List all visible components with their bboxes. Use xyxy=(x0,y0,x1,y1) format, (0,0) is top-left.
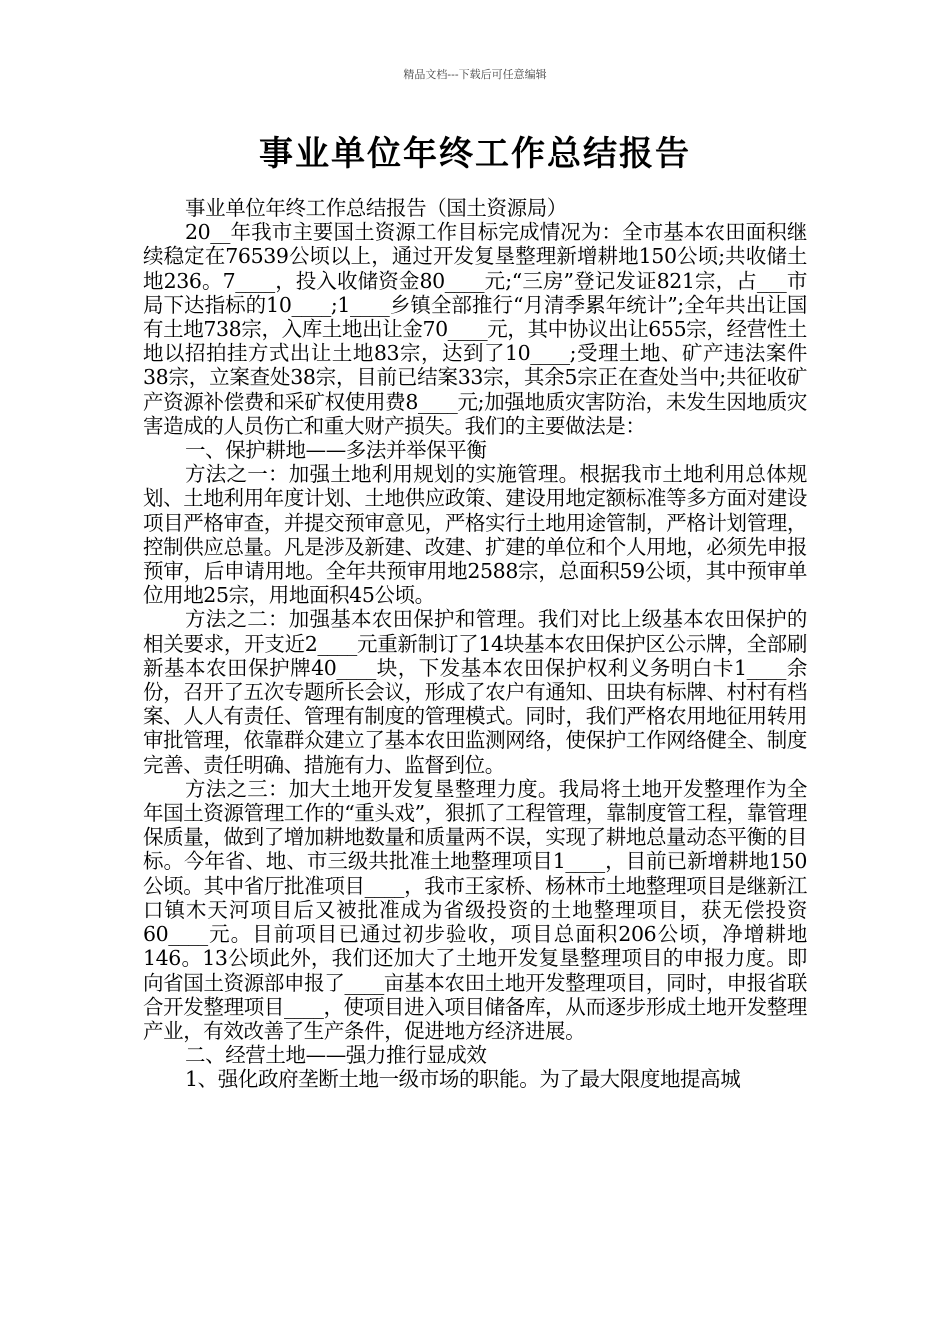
subtitle-paragraph: 事业单位年终工作总结报告（国土资源局） xyxy=(185,196,567,220)
section-heading-1: 一、保护耕地——多法并举保平衡 xyxy=(185,438,487,463)
section-heading-2: 二、经营土地——强力推行显成效 xyxy=(185,1043,487,1068)
item-one-paragraph: 1、强化政府垄断土地一级市场的职能。为了最大限度地提高城 xyxy=(185,1067,741,1092)
document-title: 事业单位年终工作总结报告 xyxy=(259,134,691,174)
header-note: 精品文档---下载后可任意编辑 xyxy=(403,68,547,81)
document-body xyxy=(143,196,807,1092)
method-one-paragraph: 方法之一：加强土地利用规划的实施管理。根据我市土地利用总体规划、土地利用年度计划、土地供应政策、建设用地定额标准等多方面对建设项目严格审查，并提交预审意见，严格实行土地用途管制，严格计划管理，控制供应总量。凡是涉及新建、改建、扩建的单位和个人用地，必须先申报预审，后申请用地。全年共预审用地2588宗，总面积59公顷，其中预审单位用地25宗，用地面积45公顷。 xyxy=(143,462,807,608)
method-two-paragraph: 方法之二：加强基本农田保护和管理。我们对比上级基本农田保护的相关要求，开支近2____元重新制订了14块基本农田保护区公示牌，全部刷新基本农田保护牌40____块，下发基本农田保护权利义务明白卡1____余份，召开了五次专题所长会议，形成了农户有通知、田块有标牌、村村有档案、人人有责任、管理有制度的管理模式。同时，我们严格农用地征用转用审批管理，依靠群众建立了基本农田监测网络，使保护工作网络健全、制度完善、责任明确、措施有力、监督到位。 xyxy=(143,607,807,777)
summary-paragraph: 20__年我市主要国土资源工作目标完成情况为：全市基本农田面积继续稳定在76539公顷以上，通过开发复垦整理新增耕地150公顷;共收储土地236。7____，投入收储资金80____元;“三房”登记发证821宗，占___市局下达指标的10____;1____乡镇全部推行“月清季累年统计”;全年共出让国有土地738宗，入库土地出让金70____元，其中协议出让655宗，经营性土地以招拍挂方式出让土地83宗，达到了10____;受理土地、矿产违法案件38宗，立案查处38宗，目前已结案33宗，其余5宗正在查处当中;共征收矿产资源补偿费和采矿权使用费8____元;加强地质灾害防治，未发生因地质灾害造成的人员伤亡和重大财产损失。我们的主要做法是： xyxy=(143,220,807,438)
method-three-paragraph: 方法之三：加大土地开发复垦整理力度。我局将土地开发整理作为全年国土资源管理工作的“重头戏”，狠抓了工程管理，靠制度管工程，靠管理保质量，做到了增加耕地数量和质量两不误，实现了耕地总量动态平衡的目标。今年省、地、市三级共批准土地整理项目1____，目前已新增耕地150公顷。其中省厅批准项目____，我市王家桥、杨林市土地整理项目是继新江口镇木天河项目后又被批准成为省级投资的土地整理项目，获无偿投资60____元。目前项目已通过初步验收，项目总面积206公顷，净增耕地146。13公顷此外，我们还加大了土地开发复垦整理项目的申报力度。即向省国土资源部申报了____亩基本农田土地开发整理项目，同时，申报省联合开发整理项目____，使项目进入项目储备库，从而逐步形成土地开发整理产业，有效改善了生产条件，促进地方经济进展。 xyxy=(143,776,807,1043)
